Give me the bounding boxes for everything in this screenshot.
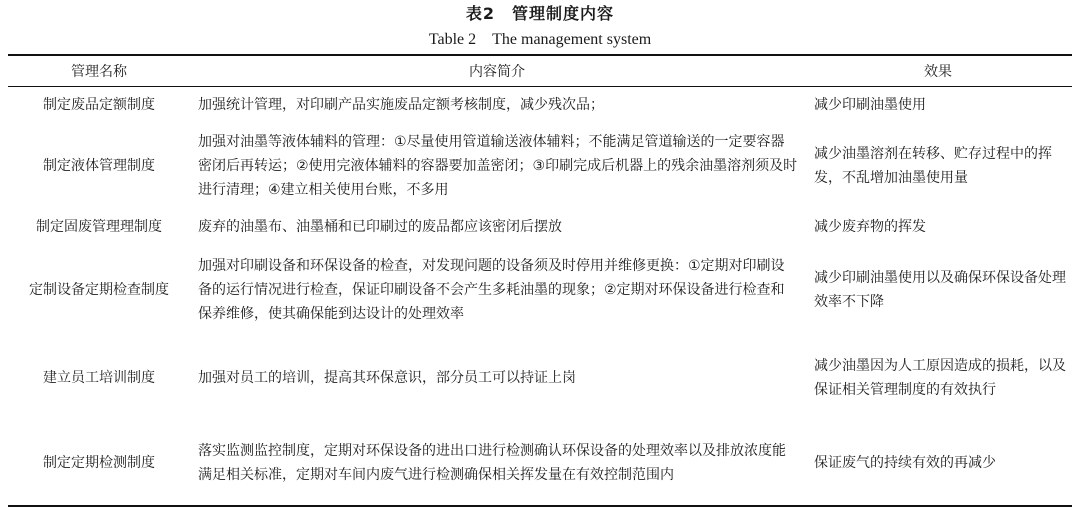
- row-content: 加强统计管理，对印刷产品实施废品定额考核制度，减少残次品；: [198, 96, 604, 113]
- row-name: 制定固废管理理制度: [36, 218, 162, 235]
- table-row: [8, 335, 1072, 421]
- row-effect: 减少油墨因为人工原因造成的损耗，以及保证相关管理制度的有效执行: [814, 357, 1066, 398]
- row-name: 定制设备定期检查制度: [29, 281, 169, 298]
- table-caption-en: Table 2 The management system: [428, 31, 652, 48]
- row-effect: 保证废气的持续有效的再减少: [804, 421, 1072, 506]
- table-row: [8, 209, 1072, 245]
- table-header-row: [8, 55, 1072, 87]
- table-caption-zh: 表2 管理制度内容: [465, 4, 615, 23]
- row-content: 废弃的油墨布、油墨桶和已印刷过的废品都应该密闭后摆放: [198, 218, 562, 235]
- row-effect: 减少废弃物的挥发: [814, 218, 926, 235]
- table-row: [8, 87, 1072, 123]
- row-effect: 减少印刷油墨使用: [814, 96, 926, 113]
- row-effect: 减少油墨溶剂在转移、贮存过程中的挥发，不乱增加油墨使用量: [814, 145, 1052, 186]
- row-effect: 减少印刷油墨使用以及确保环保设备处理效率不下降: [814, 269, 1066, 310]
- header-effect: 效果: [804, 55, 1072, 87]
- table-row: [8, 421, 1072, 506]
- management-system-table: [8, 54, 1072, 507]
- header-name: 管理名称: [8, 55, 190, 87]
- row-name: 建立员工培训制度: [43, 369, 155, 386]
- row-content: 加强对员工的培训，提高其环保意识，部分员工可以持证上岗: [198, 369, 576, 386]
- row-name: 制定定期检测制度: [8, 421, 190, 506]
- row-content: 加强对油墨等液体辅料的管理：①尽量使用管道输送液体辅料；不能满足管道输送的一定要容器密闭后再转运；②使用完液体辅料的容器要加盖密闭；③印刷完成后机器上的残余油墨溶剂须及时进行清理；④建立相关使用台账，不多用: [198, 133, 798, 198]
- header-content: 内容简介: [190, 55, 804, 87]
- row-content: 落实监测监控制度，定期对环保设备的进出口进行检测确认环保设备的处理效率以及排放浓度能满足相关标准，定期对车间内废气进行检测确保相关挥发量在有效控制范围内: [190, 421, 804, 506]
- row-name: 制定废品定额制度: [43, 96, 155, 113]
- table-row: [8, 123, 1072, 209]
- row-content: 加强对印刷设备和环保设备的检查，对发现问题的设备须及时停用并维修更换：①定期对印刷设备的运行情况进行检查，保证印刷设备不会产生多耗油墨的现象；②定期对环保设备进行检查和保养维修，使其确保能到达设计的处理效率: [198, 257, 785, 322]
- table: [8, 54, 1072, 507]
- table-row: [8, 245, 1072, 335]
- row-name: 制定液体管理制度: [43, 157, 155, 174]
